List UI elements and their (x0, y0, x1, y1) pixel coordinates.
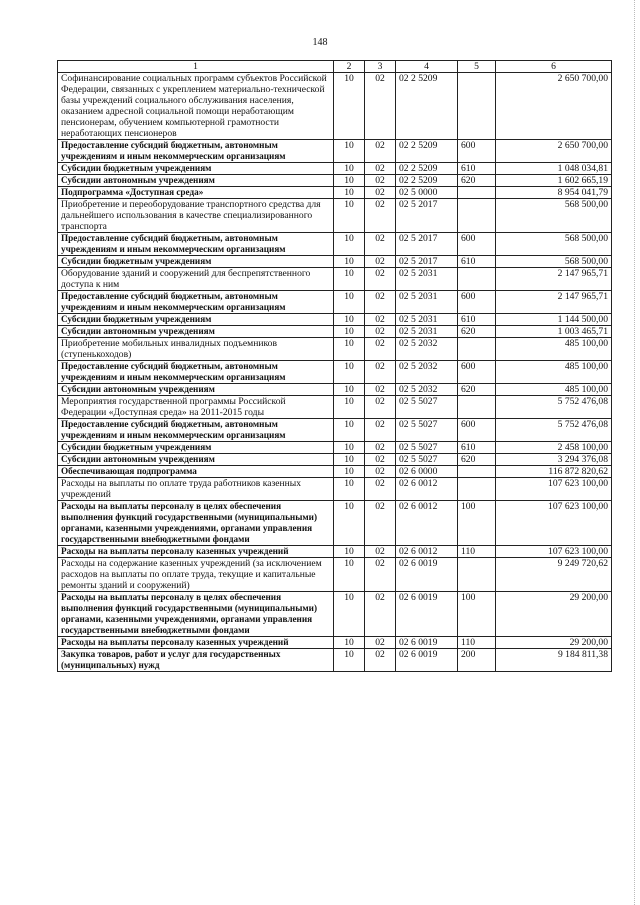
row-amount-cell: 9 184 811,38 (496, 649, 612, 672)
row-name-cell: Расходы на содержание казенных учреждений (за исключением расходов на выплаты по оплате труда, текущие и капитальные ремонты зданий и сооружений) (58, 558, 334, 592)
row-expense-type-cell: 110 (458, 637, 496, 649)
row-expense-type-cell: 610 (458, 314, 496, 326)
row-subsection-cell: 02 (365, 291, 396, 314)
row-expense-type-cell (458, 338, 496, 361)
row-target-article-cell: 02 5 2032 (396, 361, 458, 384)
row-amount-cell: 1 144 500,00 (496, 314, 612, 326)
row-expense-type-cell (458, 478, 496, 501)
row-subsection-cell: 02 (365, 233, 396, 256)
row-amount-cell: 116 872 820,62 (496, 466, 612, 478)
row-section-cell: 10 (334, 442, 365, 454)
row-section-cell: 10 (334, 419, 365, 442)
row-subsection-cell: 02 (365, 649, 396, 672)
row-subsection-cell: 02 (365, 175, 396, 187)
row-section-cell: 10 (334, 187, 365, 199)
table-row (58, 442, 612, 454)
row-expense-type-cell (458, 73, 496, 140)
column-header-6: 6 (496, 61, 612, 73)
row-name-cell: Предоставление субсидий бюджетным, автономным учреждениям и иным некоммерческим организациям (58, 233, 334, 256)
row-subsection-cell: 02 (365, 361, 396, 384)
row-name-cell: Расходы на выплаты персоналу казенных учреждений (58, 546, 334, 558)
row-amount-cell: 29 200,00 (496, 592, 612, 637)
row-target-article-cell: 02 5 2031 (396, 314, 458, 326)
table-row (58, 291, 612, 314)
row-subsection-cell: 02 (365, 73, 396, 140)
row-amount-cell: 2 458 100,00 (496, 442, 612, 454)
table-row (58, 592, 612, 637)
row-subsection-cell: 02 (365, 396, 396, 419)
row-amount-cell: 485 100,00 (496, 338, 612, 361)
row-section-cell: 10 (334, 637, 365, 649)
row-subsection-cell: 02 (365, 442, 396, 454)
row-target-article-cell: 02 2 5209 (396, 140, 458, 163)
row-subsection-cell: 02 (365, 419, 396, 442)
row-target-article-cell: 02 6 0012 (396, 546, 458, 558)
row-amount-cell: 568 500,00 (496, 256, 612, 268)
row-target-article-cell: 02 5 2032 (396, 338, 458, 361)
row-target-article-cell: 02 5 5027 (396, 396, 458, 419)
table-row (58, 419, 612, 442)
row-amount-cell: 2 147 965,71 (496, 268, 612, 291)
row-expense-type-cell: 620 (458, 326, 496, 338)
scan-edge-line (634, 0, 636, 905)
row-amount-cell: 29 200,00 (496, 637, 612, 649)
row-target-article-cell: 02 6 0012 (396, 478, 458, 501)
row-subsection-cell: 02 (365, 384, 396, 396)
row-expense-type-cell: 100 (458, 501, 496, 546)
row-target-article-cell: 02 6 0019 (396, 592, 458, 637)
row-section-cell: 10 (334, 140, 365, 163)
table-row (58, 163, 612, 175)
row-name-cell: Расходы на выплаты по оплате труда работников казенных учреждений (58, 478, 334, 501)
row-target-article-cell: 02 6 0019 (396, 649, 458, 672)
row-subsection-cell: 02 (365, 314, 396, 326)
row-subsection-cell: 02 (365, 268, 396, 291)
row-subsection-cell: 02 (365, 501, 396, 546)
table-row (58, 233, 612, 256)
row-section-cell: 10 (334, 338, 365, 361)
row-subsection-cell: 02 (365, 546, 396, 558)
row-amount-cell: 485 100,00 (496, 384, 612, 396)
row-name-cell: Обеспечивающая подпрограмма (58, 466, 334, 478)
table-row (58, 73, 612, 140)
row-target-article-cell: 02 5 5027 (396, 442, 458, 454)
row-subsection-cell: 02 (365, 140, 396, 163)
row-target-article-cell: 02 5 5027 (396, 419, 458, 442)
table-row (58, 558, 612, 592)
row-section-cell: 10 (334, 163, 365, 175)
table-row (58, 256, 612, 268)
row-target-article-cell: 02 2 5209 (396, 163, 458, 175)
row-section-cell: 10 (334, 546, 365, 558)
row-target-article-cell: 02 5 0000 (396, 187, 458, 199)
row-subsection-cell: 02 (365, 163, 396, 175)
row-target-article-cell: 02 5 2031 (396, 326, 458, 338)
table-row (58, 338, 612, 361)
table-header-row (58, 61, 612, 73)
row-name-cell: Предоставление субсидий бюджетным, автономным учреждениям и иным некоммерческим организациям (58, 419, 334, 442)
row-name-cell: Субсидии автономным учреждениям (58, 454, 334, 466)
row-section-cell: 10 (334, 233, 365, 256)
row-target-article-cell: 02 2 5209 (396, 175, 458, 187)
row-expense-type-cell: 600 (458, 419, 496, 442)
row-subsection-cell: 02 (365, 478, 396, 501)
row-subsection-cell: 02 (365, 326, 396, 338)
row-section-cell: 10 (334, 384, 365, 396)
row-amount-cell: 1 003 465,71 (496, 326, 612, 338)
row-expense-type-cell: 600 (458, 361, 496, 384)
table-row (58, 361, 612, 384)
row-target-article-cell: 02 6 0019 (396, 637, 458, 649)
row-subsection-cell: 02 (365, 637, 396, 649)
table-row (58, 637, 612, 649)
row-section-cell: 10 (334, 314, 365, 326)
row-expense-type-cell: 110 (458, 546, 496, 558)
row-target-article-cell: 02 5 5027 (396, 454, 458, 466)
row-name-cell: Подпрограмма «Доступная среда» (58, 187, 334, 199)
row-target-article-cell: 02 6 0012 (396, 501, 458, 546)
table-row (58, 384, 612, 396)
row-name-cell: Расходы на выплаты персоналу казенных учреждений (58, 637, 334, 649)
table-row (58, 268, 612, 291)
row-amount-cell: 3 294 376,08 (496, 454, 612, 466)
column-header-2: 2 (334, 61, 365, 73)
table-row (58, 501, 612, 546)
row-name-cell: Предоставление субсидий бюджетным, автономным учреждениям и иным некоммерческим организациям (58, 140, 334, 163)
row-subsection-cell: 02 (365, 338, 396, 361)
row-section-cell: 10 (334, 558, 365, 592)
table-row (58, 546, 612, 558)
row-expense-type-cell: 610 (458, 442, 496, 454)
table-row (58, 199, 612, 233)
row-name-cell: Субсидии автономным учреждениям (58, 326, 334, 338)
row-name-cell: Приобретение мобильных инвалидных подъемников (ступенькоходов) (58, 338, 334, 361)
row-section-cell: 10 (334, 291, 365, 314)
row-target-article-cell: 02 5 2031 (396, 268, 458, 291)
table-row (58, 466, 612, 478)
table-body (58, 73, 612, 672)
row-subsection-cell: 02 (365, 466, 396, 478)
row-expense-type-cell: 600 (458, 233, 496, 256)
row-name-cell: Расходы на выплаты персоналу в целях обеспечения выполнения функций государственными (муниципальными) органами, казенными учреждениями, органами управления государственными внебюджетными фондами (58, 501, 334, 546)
row-amount-cell: 8 954 041,79 (496, 187, 612, 199)
row-expense-type-cell: 620 (458, 384, 496, 396)
row-name-cell: Субсидии бюджетным учреждениям (58, 442, 334, 454)
column-header-3: 3 (365, 61, 396, 73)
row-target-article-cell: 02 5 2032 (396, 384, 458, 396)
row-expense-type-cell (458, 466, 496, 478)
row-section-cell: 10 (334, 256, 365, 268)
row-target-article-cell: 02 6 0000 (396, 466, 458, 478)
row-amount-cell: 107 623 100,00 (496, 546, 612, 558)
row-target-article-cell: 02 5 2017 (396, 256, 458, 268)
row-section-cell: 10 (334, 649, 365, 672)
row-expense-type-cell: 610 (458, 163, 496, 175)
row-section-cell: 10 (334, 478, 365, 501)
row-name-cell: Субсидии автономным учреждениям (58, 175, 334, 187)
row-subsection-cell: 02 (365, 454, 396, 466)
row-name-cell: Закупка товаров, работ и услуг для государственных (муниципальных) нужд (58, 649, 334, 672)
row-amount-cell: 107 623 100,00 (496, 478, 612, 501)
row-expense-type-cell: 620 (458, 454, 496, 466)
row-amount-cell: 2 650 700,00 (496, 73, 612, 140)
row-name-cell: Оборудование зданий и сооружений для беспрепятственного доступа к ним (58, 268, 334, 291)
page-number: 148 (312, 37, 328, 48)
row-name-cell: Приобретение и переоборудование транспортного средства для дальнейшего использования в качестве специализированного транспорта (58, 199, 334, 233)
row-expense-type-cell: 620 (458, 175, 496, 187)
row-amount-cell: 485 100,00 (496, 361, 612, 384)
row-target-article-cell: 02 2 5209 (396, 73, 458, 140)
row-section-cell: 10 (334, 361, 365, 384)
row-section-cell: 10 (334, 268, 365, 291)
row-target-article-cell: 02 6 0019 (396, 558, 458, 592)
row-section-cell: 10 (334, 396, 365, 419)
row-expense-type-cell (458, 187, 496, 199)
table-row (58, 175, 612, 187)
row-target-article-cell: 02 5 2017 (396, 233, 458, 256)
table-row (58, 314, 612, 326)
budget-table (57, 60, 612, 672)
row-name-cell: Субсидии бюджетным учреждениям (58, 314, 334, 326)
table-row (58, 187, 612, 199)
table-row (58, 454, 612, 466)
row-subsection-cell: 02 (365, 256, 396, 268)
row-subsection-cell: 02 (365, 592, 396, 637)
table-row (58, 396, 612, 419)
row-name-cell: Субсидии бюджетным учреждениям (58, 163, 334, 175)
row-expense-type-cell: 200 (458, 649, 496, 672)
row-section-cell: 10 (334, 73, 365, 140)
table-row (58, 649, 612, 672)
row-amount-cell: 1 048 034,81 (496, 163, 612, 175)
row-section-cell: 10 (334, 199, 365, 233)
row-section-cell: 10 (334, 454, 365, 466)
table-row (58, 478, 612, 501)
row-name-cell: Предоставление субсидий бюджетным, автономным учреждениям и иным некоммерческим организациям (58, 361, 334, 384)
row-amount-cell: 5 752 476,08 (496, 419, 612, 442)
row-expense-type-cell: 100 (458, 592, 496, 637)
row-amount-cell: 9 249 720,62 (496, 558, 612, 592)
row-amount-cell: 1 602 665,19 (496, 175, 612, 187)
row-name-cell: Мероприятия государственной программы Российской Федерации «Доступная среда» на 2011-2015 годы (58, 396, 334, 419)
row-amount-cell: 568 500,00 (496, 233, 612, 256)
row-name-cell: Расходы на выплаты персоналу в целях обеспечения выполнения функций государственными (муниципальными) органами, казенными учреждениями, органами управления государственными внебюджетными фондами (58, 592, 334, 637)
row-section-cell: 10 (334, 175, 365, 187)
column-header-5: 5 (458, 61, 496, 73)
row-section-cell: 10 (334, 592, 365, 637)
table-row (58, 140, 612, 163)
row-amount-cell: 2 147 965,71 (496, 291, 612, 314)
row-amount-cell: 5 752 476,08 (496, 396, 612, 419)
row-subsection-cell: 02 (365, 199, 396, 233)
row-amount-cell: 568 500,00 (496, 199, 612, 233)
row-name-cell: Субсидии автономным учреждениям (58, 384, 334, 396)
row-section-cell: 10 (334, 501, 365, 546)
row-amount-cell: 2 650 700,00 (496, 140, 612, 163)
row-expense-type-cell: 600 (458, 140, 496, 163)
table-row (58, 326, 612, 338)
row-amount-cell: 107 623 100,00 (496, 501, 612, 546)
row-subsection-cell: 02 (365, 187, 396, 199)
row-name-cell: Софинансирование социальных программ субъектов Российской Федерации, связанных с укреплением материально-технической базы учреждений социального обслуживания населения, оказанием адресной социальной помощи неработающим пенсионерам, обучением компьютерной грамотности неработающих пенсионеров (58, 73, 334, 140)
row-section-cell: 10 (334, 326, 365, 338)
row-target-article-cell: 02 5 2031 (396, 291, 458, 314)
column-header-1: 1 (58, 61, 334, 73)
row-subsection-cell: 02 (365, 558, 396, 592)
row-expense-type-cell: 600 (458, 291, 496, 314)
row-expense-type-cell (458, 558, 496, 592)
row-expense-type-cell: 610 (458, 256, 496, 268)
row-section-cell: 10 (334, 466, 365, 478)
row-expense-type-cell (458, 199, 496, 233)
row-name-cell: Предоставление субсидий бюджетным, автономным учреждениям и иным некоммерческим организациям (58, 291, 334, 314)
row-name-cell: Субсидии бюджетным учреждениям (58, 256, 334, 268)
row-expense-type-cell (458, 268, 496, 291)
row-expense-type-cell (458, 396, 496, 419)
row-target-article-cell: 02 5 2017 (396, 199, 458, 233)
column-header-4: 4 (396, 61, 458, 73)
